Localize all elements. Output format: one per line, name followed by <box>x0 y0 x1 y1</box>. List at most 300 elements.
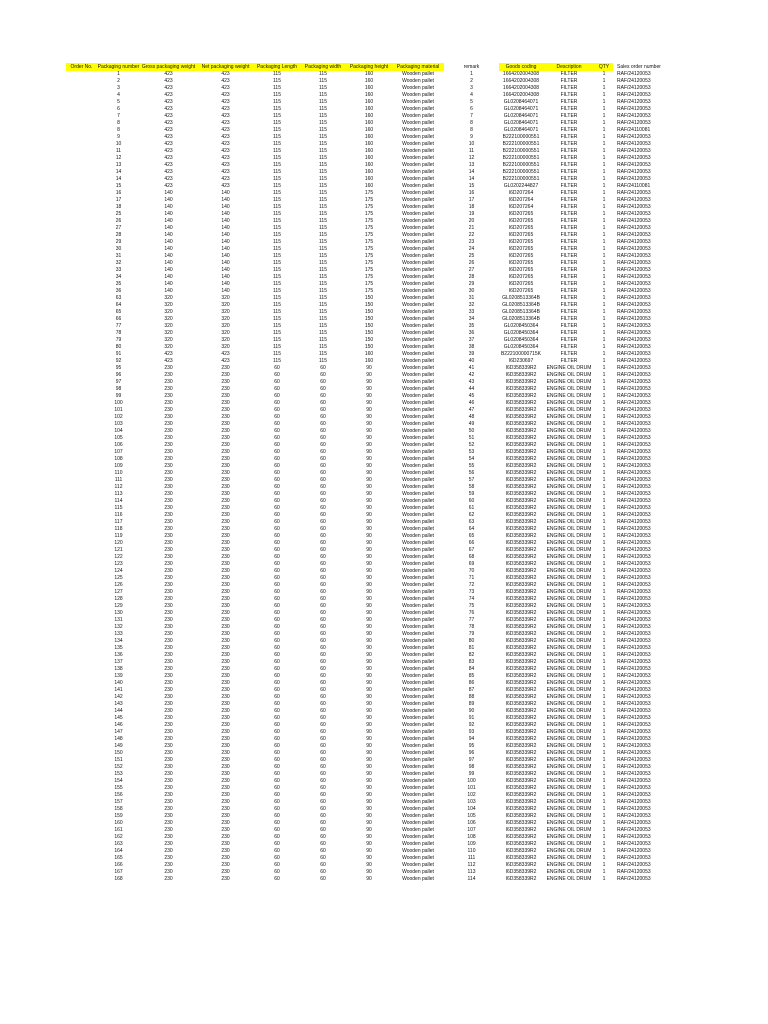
cell-sales-order-number: RAF/24120053 <box>617 764 651 770</box>
cell-sales-order-number: RAF/24120053 <box>617 463 651 469</box>
cell-packaging-width: 60 <box>320 701 326 707</box>
cell-packaging-length: 115 <box>273 246 281 252</box>
cell-packaging-material: Wooden pallet <box>402 379 434 385</box>
cell-packaging-length: 60 <box>274 764 280 770</box>
cell-packaging-length: 60 <box>274 561 280 567</box>
table-row <box>66 694 704 701</box>
cell-packaging-width: 60 <box>320 855 326 861</box>
cell-net-packaging-weight: 230 <box>221 519 230 525</box>
cell-order-no <box>66 239 97 246</box>
cell-order-no <box>66 876 97 883</box>
cell-remark: 14 <box>468 176 475 182</box>
cell-description: FILTER <box>560 169 578 175</box>
table-row <box>66 673 704 680</box>
cell-packaging-height: 90 <box>366 568 372 574</box>
cell-goods-coding: I6D358339R2 <box>505 617 537 623</box>
cell-packaging-number: 142 <box>114 694 123 700</box>
cell-description: FILTER <box>560 197 578 203</box>
cell-net-packaging-weight: 140 <box>221 239 230 245</box>
cell-gross-packaging-weight: 423 <box>164 113 173 119</box>
cell-order-no <box>66 456 97 463</box>
cell-net-packaging-weight: 230 <box>221 680 230 686</box>
cell-order-no <box>66 442 97 449</box>
cell-sales-order-number: RAF/24120053 <box>617 645 651 651</box>
cell-remark: 82 <box>468 652 475 658</box>
cell-goods-coding: I6D358339R2 <box>505 666 537 672</box>
cell-goods-coding: I6D358339R2 <box>505 477 537 483</box>
cell-net-packaging-weight: 140 <box>221 225 230 231</box>
cell-packaging-material: Wooden pallet <box>402 204 434 210</box>
cell-sales-order-number: RAF/24120053 <box>617 540 651 546</box>
cell-order-no <box>66 211 97 218</box>
cell-sales-order-number: RAF/24120053 <box>617 477 651 483</box>
cell-qty: 1 <box>602 302 606 308</box>
cell-gross-packaging-weight: 230 <box>164 729 173 735</box>
cell-goods-coding: B222100000715K <box>500 351 542 357</box>
cell-qty: 1 <box>602 820 606 826</box>
cell-packaging-height: 90 <box>366 813 372 819</box>
cell-packaging-height: 160 <box>364 92 374 98</box>
cell-order-no <box>66 631 97 638</box>
cell-packaging-width: 60 <box>320 848 326 854</box>
cell-gross-packaging-weight: 230 <box>164 785 173 791</box>
cell-net-packaging-weight: 230 <box>221 736 230 742</box>
cell-gross-packaging-weight: 230 <box>164 407 173 413</box>
cell-packaging-width: 60 <box>320 379 326 385</box>
cell-packaging-length: 115 <box>273 162 281 168</box>
cell-qty: 1 <box>602 218 606 224</box>
cell-remark: 85 <box>468 673 475 679</box>
cell-goods-coding: I6D207265 <box>508 253 534 259</box>
cell-packaging-length: 115 <box>273 78 281 84</box>
cell-gross-packaging-weight: 230 <box>164 722 173 728</box>
cell-packaging-number: 154 <box>114 778 123 784</box>
cell-goods-coding: I6D358339R2 <box>505 379 537 385</box>
table-row <box>66 526 704 533</box>
cell-packaging-height: 90 <box>366 596 372 602</box>
cell-packaging-length: 115 <box>273 211 281 217</box>
cell-packaging-height: 90 <box>366 533 372 539</box>
cell-gross-packaging-weight: 230 <box>164 589 173 595</box>
cell-description: FILTER <box>560 281 578 287</box>
table-row <box>66 603 704 610</box>
cell-gross-packaging-weight: 230 <box>164 512 173 518</box>
cell-packaging-length: 60 <box>274 372 280 378</box>
cell-packaging-material: Wooden pallet <box>402 393 434 399</box>
cell-qty: 1 <box>602 141 606 147</box>
cell-goods-coding: I6D358339R2 <box>505 554 537 560</box>
cell-packaging-number: 116 <box>114 512 123 518</box>
cell-order-no <box>66 141 97 148</box>
cell-packaging-number: 168 <box>114 876 123 882</box>
cell-net-packaging-weight: 320 <box>221 316 230 322</box>
cell-packaging-height: 160 <box>364 176 374 182</box>
cell-goods-coding: I6D358339R2 <box>505 694 537 700</box>
cell-packaging-material: Wooden pallet <box>402 694 434 700</box>
cell-net-packaging-weight: 423 <box>221 99 230 105</box>
cell-packaging-material: Wooden pallet <box>402 148 434 154</box>
cell-packaging-number: 6 <box>117 106 120 112</box>
cell-order-no <box>66 316 97 323</box>
table-row <box>66 652 704 659</box>
cell-remark: 28 <box>468 274 475 280</box>
cell-packaging-width: 115 <box>319 127 327 133</box>
cell-sales-order-number: RAF/24120053 <box>617 330 651 336</box>
cell-gross-packaging-weight: 423 <box>164 85 173 91</box>
cell-gross-packaging-weight: 230 <box>164 428 173 434</box>
cell-gross-packaging-weight: 423 <box>164 78 173 84</box>
column-header-goods-coding: Goods coding <box>499 63 543 71</box>
cell-packaging-number: 15 <box>115 183 122 189</box>
cell-net-packaging-weight: 230 <box>221 477 230 483</box>
cell-packaging-length: 115 <box>273 204 281 210</box>
cell-net-packaging-weight: 423 <box>221 71 230 77</box>
cell-packaging-material: Wooden pallet <box>402 162 434 168</box>
cell-packaging-width: 60 <box>320 526 326 532</box>
cell-net-packaging-weight: 230 <box>221 596 230 602</box>
cell-packaging-height: 90 <box>366 561 372 567</box>
cell-qty: 1 <box>602 743 606 749</box>
cell-sales-order-number: RAF/24120053 <box>617 715 651 721</box>
cell-packaging-material: Wooden pallet <box>402 323 434 329</box>
column-header-sales-order-number: Sales order number <box>617 64 661 70</box>
cell-net-packaging-weight: 423 <box>221 141 230 147</box>
cell-net-packaging-weight: 230 <box>221 547 230 553</box>
cell-qty: 1 <box>602 659 606 665</box>
cell-sales-order-number: RAF/24120053 <box>617 162 651 168</box>
table-row <box>66 778 704 785</box>
cell-packaging-material: Wooden pallet <box>402 841 434 847</box>
cell-packaging-height: 90 <box>366 372 372 378</box>
cell-packaging-number: 145 <box>114 715 123 721</box>
table-row <box>66 463 704 470</box>
cell-remark: 9 <box>470 134 473 140</box>
cell-remark: 39 <box>468 351 475 357</box>
table-row <box>66 225 704 232</box>
cell-goods-coding: I6D358339R2 <box>505 435 537 441</box>
cell-packaging-width: 60 <box>320 484 326 490</box>
cell-packaging-number: 25 <box>115 211 122 217</box>
cell-order-no <box>66 708 97 715</box>
cell-goods-coding: GL0202244827 <box>503 183 539 189</box>
cell-order-no <box>66 309 97 316</box>
cell-order-no <box>66 820 97 827</box>
cell-description: ENGINE OIL DRUM <box>546 862 592 868</box>
cell-remark: 52 <box>468 442 475 448</box>
cell-packaging-height: 90 <box>366 470 372 476</box>
table-row <box>66 645 704 652</box>
cell-description: FILTER <box>560 120 578 126</box>
cell-packaging-width: 60 <box>320 491 326 497</box>
cell-packaging-length: 60 <box>274 547 280 553</box>
cell-gross-packaging-weight: 423 <box>164 134 173 140</box>
cell-goods-coding: 1664202004308 <box>502 85 540 91</box>
cell-gross-packaging-weight: 230 <box>164 806 173 812</box>
cell-remark: 40 <box>468 358 475 364</box>
cell-net-packaging-weight: 230 <box>221 568 230 574</box>
cell-net-packaging-weight: 140 <box>221 253 230 259</box>
cell-packaging-height: 150 <box>364 337 374 343</box>
cell-remark: 75 <box>468 603 475 609</box>
cell-packaging-material: Wooden pallet <box>402 239 434 245</box>
cell-packaging-material: Wooden pallet <box>402 491 434 497</box>
cell-gross-packaging-weight: 423 <box>164 120 173 126</box>
cell-qty: 1 <box>602 330 606 336</box>
cell-qty: 1 <box>602 736 606 742</box>
cell-qty: 1 <box>602 239 606 245</box>
cell-packaging-width: 60 <box>320 505 326 511</box>
cell-net-packaging-weight: 230 <box>221 659 230 665</box>
cell-order-no <box>66 526 97 533</box>
cell-packaging-width: 115 <box>319 274 327 280</box>
column-header-packaging-length: Packaging Length <box>254 63 300 71</box>
cell-packaging-material: Wooden pallet <box>402 750 434 756</box>
cell-qty: 1 <box>602 463 606 469</box>
cell-packaging-width: 115 <box>319 92 327 98</box>
cell-sales-order-number: RAF/24120053 <box>617 757 651 763</box>
cell-goods-coding: I6D358339R2 <box>505 750 537 756</box>
cell-packaging-number: 162 <box>114 834 123 840</box>
table-row <box>66 169 704 176</box>
cell-goods-coding: I6D358339R2 <box>505 519 537 525</box>
cell-packaging-height: 160 <box>364 106 374 112</box>
cell-order-no <box>66 834 97 841</box>
cell-packaging-height: 175 <box>364 253 374 259</box>
cell-net-packaging-weight: 230 <box>221 589 230 595</box>
cell-sales-order-number: RAF/24120053 <box>617 533 651 539</box>
table-row <box>66 764 704 771</box>
cell-qty: 1 <box>602 624 606 630</box>
table-row <box>66 575 704 582</box>
cell-qty: 1 <box>602 155 606 161</box>
cell-order-no <box>66 281 97 288</box>
cell-packaging-height: 90 <box>366 694 372 700</box>
cell-order-no <box>66 274 97 281</box>
cell-sales-order-number: RAF/24120053 <box>617 743 651 749</box>
table-row <box>66 729 704 736</box>
table-row <box>66 505 704 512</box>
cell-packaging-height: 90 <box>366 624 372 630</box>
cell-goods-coding: GL0208464071 <box>503 106 539 112</box>
cell-packaging-width: 115 <box>319 211 327 217</box>
cell-remark: 49 <box>468 421 475 427</box>
cell-qty: 1 <box>602 449 606 455</box>
cell-description: ENGINE OIL DRUM <box>546 407 592 413</box>
cell-qty: 1 <box>602 540 606 546</box>
cell-net-packaging-weight: 230 <box>221 862 230 868</box>
cell-goods-coding: I6D358339R2 <box>505 701 537 707</box>
table-row <box>66 561 704 568</box>
cell-description: ENGINE OIL DRUM <box>546 694 592 700</box>
cell-order-no <box>66 400 97 407</box>
cell-gross-packaging-weight: 320 <box>164 316 173 322</box>
cell-qty: 1 <box>602 295 606 301</box>
cell-packaging-material: Wooden pallet <box>402 470 434 476</box>
cell-order-no <box>66 106 97 113</box>
cell-sales-order-number: RAF/24120053 <box>617 862 651 868</box>
cell-packaging-width: 115 <box>319 169 327 175</box>
table-row <box>66 211 704 218</box>
cell-packaging-width: 60 <box>320 386 326 392</box>
cell-packaging-length: 60 <box>274 421 280 427</box>
cell-net-packaging-weight: 230 <box>221 610 230 616</box>
cell-qty: 1 <box>602 428 606 434</box>
cell-packaging-material: Wooden pallet <box>402 820 434 826</box>
cell-packaging-length: 115 <box>273 134 281 140</box>
cell-description: ENGINE OIL DRUM <box>546 470 592 476</box>
cell-qty: 1 <box>602 85 606 91</box>
cell-description: ENGINE OIL DRUM <box>546 834 592 840</box>
cell-packaging-number: 26 <box>115 218 122 224</box>
table-row <box>66 316 704 323</box>
cell-packaging-width: 60 <box>320 603 326 609</box>
cell-packaging-width: 60 <box>320 722 326 728</box>
table-row <box>66 407 704 414</box>
cell-sales-order-number: RAF/24120053 <box>617 323 651 329</box>
cell-packaging-height: 175 <box>364 239 374 245</box>
cell-gross-packaging-weight: 230 <box>164 764 173 770</box>
cell-net-packaging-weight: 140 <box>221 288 230 294</box>
cell-goods-coding: I6D230697 <box>508 358 534 364</box>
cell-remark: 46 <box>468 400 475 406</box>
cell-packaging-length: 60 <box>274 645 280 651</box>
cell-packaging-length: 60 <box>274 365 280 371</box>
cell-goods-coding: I6D358339R2 <box>505 561 537 567</box>
cell-packaging-width: 115 <box>319 337 327 343</box>
cell-gross-packaging-weight: 230 <box>164 792 173 798</box>
cell-sales-order-number: RAF/24120053 <box>617 673 651 679</box>
cell-packaging-number: 120 <box>114 540 123 546</box>
cell-sales-order-number: RAF/24120053 <box>617 519 651 525</box>
cell-packaging-height: 90 <box>366 393 372 399</box>
cell-goods-coding: I6D358339R2 <box>505 491 537 497</box>
cell-packaging-length: 60 <box>274 680 280 686</box>
cell-goods-coding: I6D207265 <box>508 239 534 245</box>
cell-packaging-height: 90 <box>366 582 372 588</box>
cell-packaging-height: 160 <box>364 78 374 84</box>
cell-packaging-length: 115 <box>273 120 281 126</box>
cell-packaging-material: Wooden pallet <box>402 554 434 560</box>
table-row <box>66 393 704 400</box>
cell-packaging-width: 60 <box>320 400 326 406</box>
cell-order-no <box>66 617 97 624</box>
cell-remark: 78 <box>468 624 475 630</box>
cell-goods-coding: GL0208513364B <box>502 316 540 322</box>
cell-remark: 12 <box>468 155 475 161</box>
cell-packaging-length: 60 <box>274 827 280 833</box>
cell-description: FILTER <box>560 302 578 308</box>
cell-remark: 110 <box>467 848 476 854</box>
cell-sales-order-number: RAF/24120053 <box>617 624 651 630</box>
cell-packaging-number: 28 <box>115 232 122 238</box>
cell-packaging-material: Wooden pallet <box>402 519 434 525</box>
cell-order-no <box>66 813 97 820</box>
cell-packaging-material: Wooden pallet <box>402 512 434 518</box>
cell-sales-order-number: RAF/24120053 <box>617 92 651 98</box>
cell-gross-packaging-weight: 423 <box>164 162 173 168</box>
cell-remark: 26 <box>468 260 475 266</box>
cell-description: ENGINE OIL DRUM <box>546 533 592 539</box>
cell-description: ENGINE OIL DRUM <box>546 820 592 826</box>
cell-remark: 18 <box>468 204 475 210</box>
cell-qty: 1 <box>602 547 606 553</box>
cell-net-packaging-weight: 230 <box>221 365 230 371</box>
cell-net-packaging-weight: 230 <box>221 435 230 441</box>
cell-sales-order-number: RAF/24120053 <box>617 267 651 273</box>
cell-description: ENGINE OIL DRUM <box>546 771 592 777</box>
table-row <box>66 372 704 379</box>
cell-packaging-height: 90 <box>366 456 372 462</box>
cell-sales-order-number: RAF/24120053 <box>617 358 651 364</box>
cell-gross-packaging-weight: 423 <box>164 92 173 98</box>
cell-remark: 74 <box>468 596 475 602</box>
cell-goods-coding: I6D358339R2 <box>505 484 537 490</box>
cell-net-packaging-weight: 230 <box>221 428 230 434</box>
cell-qty: 1 <box>602 785 606 791</box>
cell-description: FILTER <box>560 239 578 245</box>
cell-qty: 1 <box>602 323 606 329</box>
cell-packaging-width: 60 <box>320 862 326 868</box>
cell-packaging-width: 115 <box>319 197 327 203</box>
table-row <box>66 183 704 190</box>
cell-gross-packaging-weight: 423 <box>164 148 173 154</box>
cell-sales-order-number: RAF/24120053 <box>617 813 651 819</box>
cell-packaging-material: Wooden pallet <box>402 365 434 371</box>
cell-description: ENGINE OIL DRUM <box>546 750 592 756</box>
cell-packaging-number: 14 <box>115 169 122 175</box>
cell-packaging-height: 90 <box>366 421 372 427</box>
cell-description: FILTER <box>560 134 578 140</box>
cell-qty: 1 <box>602 169 606 175</box>
cell-packaging-width: 60 <box>320 512 326 518</box>
cell-remark: 3 <box>470 85 473 91</box>
cell-sales-order-number: RAF/24120053 <box>617 260 651 266</box>
cell-sales-order-number: RAF/24120053 <box>617 113 651 119</box>
cell-description: ENGINE OIL DRUM <box>546 687 592 693</box>
cell-remark: 87 <box>468 687 475 693</box>
cell-packaging-material: Wooden pallet <box>402 127 434 133</box>
cell-packaging-width: 60 <box>320 498 326 504</box>
table-row <box>66 792 704 799</box>
cell-gross-packaging-weight: 230 <box>164 617 173 623</box>
cell-remark: 67 <box>468 547 475 553</box>
cell-description: ENGINE OIL DRUM <box>546 841 592 847</box>
cell-packaging-length: 60 <box>274 582 280 588</box>
cell-packaging-width: 60 <box>320 540 326 546</box>
cell-qty: 1 <box>602 414 606 420</box>
cell-packaging-material: Wooden pallet <box>402 631 434 637</box>
cell-sales-order-number: RAF/24120053 <box>617 638 651 644</box>
cell-sales-order-number: RAF/24120053 <box>617 435 651 441</box>
cell-order-no <box>66 596 97 603</box>
cell-packaging-height: 90 <box>366 379 372 385</box>
cell-net-packaging-weight: 423 <box>221 127 230 133</box>
cell-packaging-length: 60 <box>274 442 280 448</box>
cell-gross-packaging-weight: 230 <box>164 841 173 847</box>
cell-packaging-material: Wooden pallet <box>402 428 434 434</box>
cell-packaging-width: 60 <box>320 610 326 616</box>
cell-sales-order-number: RAF/24120053 <box>617 596 651 602</box>
cell-packaging-width: 115 <box>319 218 327 224</box>
cell-description: ENGINE OIL DRUM <box>546 666 592 672</box>
cell-description: FILTER <box>560 106 578 112</box>
cell-packaging-length: 60 <box>274 491 280 497</box>
cell-packaging-number: 141 <box>114 687 123 693</box>
cell-order-no <box>66 351 97 358</box>
table-row <box>66 232 704 239</box>
cell-packaging-height: 90 <box>366 820 372 826</box>
cell-description: ENGINE OIL DRUM <box>546 484 592 490</box>
